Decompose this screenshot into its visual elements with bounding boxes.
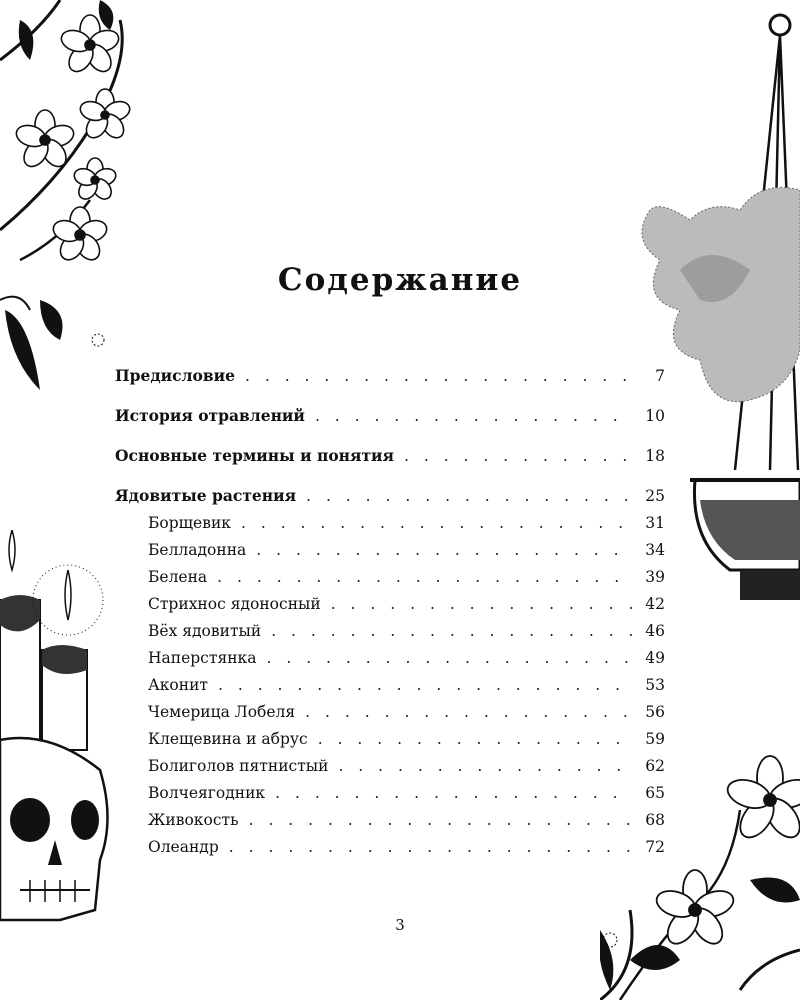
- toc-subentry[interactable]: [115, 537, 665, 564]
- toc-subentry[interactable]: [115, 699, 665, 726]
- toc-subentry-page: 68: [645, 811, 665, 829]
- toc-entry-page: 7: [655, 367, 665, 385]
- toc-subentry-page: 34: [645, 541, 665, 559]
- dot-leader: [338, 753, 633, 780]
- toc-subentry-title: Болиголов пятнистый: [148, 757, 329, 775]
- toc-subentry-page: 59: [645, 730, 665, 748]
- dot-leader: [404, 443, 633, 470]
- toc-subentry-title: Борщевик: [148, 514, 231, 532]
- toc-entry[interactable]: [115, 402, 665, 442]
- toc-entry-title: Основные термины и понятия: [115, 446, 394, 465]
- dot-leader: [217, 564, 633, 591]
- toc-subentry[interactable]: [115, 618, 665, 645]
- toc-subentry-title: Стрихнос ядоносный: [148, 595, 321, 613]
- toc-subentry[interactable]: [115, 564, 665, 591]
- toc-entry-page: 18: [645, 447, 665, 465]
- toc-subentry-title: Белладонна: [148, 541, 247, 559]
- dot-leader: [241, 510, 633, 537]
- toc-subentry[interactable]: [115, 753, 665, 780]
- toc-subentry-page: 39: [645, 568, 665, 586]
- dot-leader: [305, 699, 633, 726]
- dot-leader: [331, 591, 633, 618]
- toc-subentry-page: 42: [645, 595, 665, 613]
- toc-subentry-title: Белена: [148, 568, 208, 586]
- dot-leader: [271, 618, 633, 645]
- candle-skull-illustration: [0, 530, 115, 930]
- toc-subentry[interactable]: [115, 726, 665, 753]
- dot-leader: [245, 363, 633, 390]
- page-title: Содержание: [277, 262, 523, 298]
- flowering-branch-illustration: [0, 0, 170, 400]
- page-number: 3: [395, 916, 405, 934]
- toc-subentry-page: 49: [645, 649, 665, 667]
- dot-leader: [306, 483, 633, 510]
- toc-entry-title: Предисловие: [115, 366, 235, 385]
- toc-subentry-page: 72: [645, 838, 665, 856]
- toc-subentry-title: Олеандр: [148, 838, 219, 856]
- toc-subentry-page: 56: [645, 703, 665, 721]
- toc-subentry-title: Клещевина и абрус: [148, 730, 308, 748]
- toc-subentry[interactable]: [115, 510, 665, 537]
- table-of-contents: [115, 362, 665, 861]
- toc-subentry-title: Аконит: [148, 676, 208, 694]
- toc-subentry-page: 46: [645, 622, 665, 640]
- toc-entry-page: 10: [645, 407, 665, 425]
- toc-subentry[interactable]: [115, 834, 665, 861]
- toc-entry[interactable]: [115, 442, 665, 482]
- dot-leader: [275, 780, 633, 807]
- toc-entry-page: 25: [645, 487, 665, 505]
- toc-subentry-title: Вёх ядовитый: [148, 622, 262, 640]
- toc-subentry-page: 31: [645, 514, 665, 532]
- dot-leader: [318, 726, 633, 753]
- toc-entry[interactable]: [115, 362, 665, 402]
- toc-subentry[interactable]: [115, 780, 665, 807]
- toc-subentry[interactable]: [115, 645, 665, 672]
- toc-subentry[interactable]: [115, 672, 665, 699]
- dot-leader: [249, 807, 633, 834]
- toc-subentry-title: Волчеягодник: [148, 784, 266, 802]
- toc-subentry[interactable]: [115, 591, 665, 618]
- toc-subentry-title: Наперстянка: [148, 649, 257, 667]
- dot-leader: [218, 672, 633, 699]
- toc-entry[interactable]: [115, 482, 665, 510]
- toc-subentry-title: Чемерица Лобеля: [148, 703, 296, 721]
- toc-entry-title: История отравлений: [115, 406, 305, 425]
- toc-subentry-page: 53: [645, 676, 665, 694]
- dot-leader: [229, 834, 633, 861]
- dot-leader: [266, 645, 633, 672]
- dot-leader: [256, 537, 633, 564]
- toc-subentry-title: Живокость: [148, 811, 239, 829]
- toc-subentry-page: 62: [645, 757, 665, 775]
- toc-entry-title: Ядовитые растения: [115, 486, 297, 505]
- toc-subentry-page: 65: [645, 784, 665, 802]
- toc-subentry[interactable]: [115, 807, 665, 834]
- dot-leader: [315, 403, 633, 430]
